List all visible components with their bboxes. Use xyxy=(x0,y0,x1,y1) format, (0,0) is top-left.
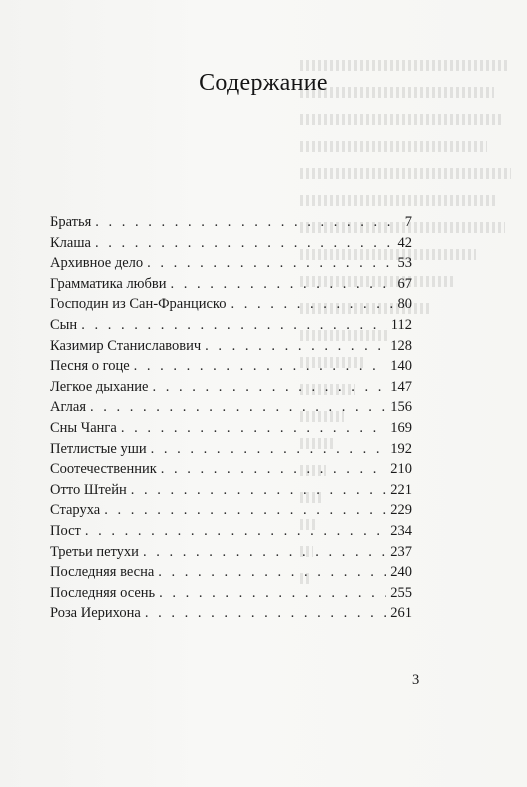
toc-entry xyxy=(50,253,412,274)
dot-leader xyxy=(81,315,387,336)
toc-entry-page: 255 xyxy=(390,584,412,601)
toc-entry-page: 67 xyxy=(397,275,412,292)
toc-entry xyxy=(50,315,412,336)
toc-entry-title: Пост xyxy=(50,522,81,539)
toc-entry-page: 140 xyxy=(390,358,412,375)
toc-entry-page: 156 xyxy=(390,399,412,416)
toc-entry-title: Сын xyxy=(50,316,78,333)
toc-entry-page: 147 xyxy=(390,378,412,395)
toc-entry-title: Последняя весна xyxy=(50,564,155,581)
toc-entry xyxy=(50,562,412,583)
toc-entry xyxy=(50,603,412,624)
dot-leader xyxy=(158,562,386,583)
toc-entry xyxy=(50,418,412,439)
toc-entry-title: Третьи петухи xyxy=(50,543,139,560)
toc-entry-page: 261 xyxy=(390,605,412,622)
dot-leader xyxy=(85,521,386,542)
toc-entry xyxy=(50,294,412,315)
toc-entry xyxy=(50,397,412,418)
toc-entry-page: 112 xyxy=(390,316,412,333)
toc-entry-title: Старуха xyxy=(50,502,101,519)
toc-entry-page: 169 xyxy=(390,419,412,436)
toc-entry-page: 128 xyxy=(390,337,412,354)
toc-entry-page: 192 xyxy=(390,440,412,457)
toc-entry-title: Соотечественник xyxy=(50,461,157,478)
dot-leader xyxy=(145,603,386,624)
toc-entry xyxy=(50,439,412,460)
toc-entry-page: 221 xyxy=(390,481,412,498)
dot-leader xyxy=(159,583,386,604)
toc-entry-title: Казимир Станиславович xyxy=(50,337,202,354)
dot-leader xyxy=(205,336,386,357)
toc-entry xyxy=(50,480,412,501)
toc-entry-title: Грамматика любви xyxy=(50,275,167,292)
dot-leader xyxy=(161,459,386,480)
toc-entry-title: Легкое дыхание xyxy=(50,378,149,395)
toc-entry-page: 210 xyxy=(390,461,412,478)
toc-entry xyxy=(50,212,412,233)
dot-leader xyxy=(151,439,387,460)
dot-leader xyxy=(95,233,394,254)
toc-entry-title: Петлистые уши xyxy=(50,440,147,457)
toc-entry-page: 53 xyxy=(397,255,412,272)
toc-entry-title: Братья xyxy=(50,214,92,230)
dot-leader xyxy=(90,397,386,418)
dot-leader xyxy=(231,294,394,315)
toc-entry xyxy=(50,583,412,604)
toc-entry xyxy=(50,336,412,357)
dot-leader xyxy=(121,418,386,439)
toc-entry xyxy=(50,377,412,398)
toc-entry-title: Аглая xyxy=(50,399,87,416)
toc-entry-title: Последняя осень xyxy=(50,584,156,601)
toc-entry-title: Песня о гоце xyxy=(50,358,130,375)
toc-entry xyxy=(50,459,412,480)
dot-leader xyxy=(134,356,387,377)
dot-leader xyxy=(152,377,386,398)
toc-entry-page: 237 xyxy=(390,543,412,560)
toc-entry xyxy=(50,500,412,521)
dot-leader xyxy=(171,274,394,295)
toc-entry-page: 7 xyxy=(404,214,412,230)
toc-entry-title: Сны Чанга xyxy=(50,419,117,436)
toc-entry xyxy=(50,356,412,377)
toc-entry-title: Отто Штейн xyxy=(50,481,127,498)
toc-entry xyxy=(50,521,412,542)
dot-leader xyxy=(143,542,386,563)
toc-entry-page: 240 xyxy=(390,564,412,581)
toc-entry-title: Господин из Сан-Франциско xyxy=(50,296,227,313)
toc-entry-page: 234 xyxy=(390,522,412,539)
toc-entry-page: 229 xyxy=(390,502,412,519)
toc-entry xyxy=(50,274,412,295)
toc-entry-title: Клаша xyxy=(50,234,91,251)
toc-entry-title: Архивное дело xyxy=(50,255,144,272)
dot-leader xyxy=(131,480,387,501)
toc-entry xyxy=(50,233,412,254)
toc-entry-title: Роза Иерихона xyxy=(50,605,141,622)
page-number: 3 xyxy=(412,672,420,688)
toc-entry xyxy=(50,542,412,563)
table-of-contents xyxy=(50,212,412,624)
page-title: Содержание xyxy=(199,70,328,96)
toc-entry-page: 42 xyxy=(397,234,412,251)
toc-entry-page: 80 xyxy=(397,296,412,313)
dot-leader xyxy=(147,253,393,274)
dot-leader xyxy=(104,500,386,521)
dot-leader xyxy=(95,212,400,233)
